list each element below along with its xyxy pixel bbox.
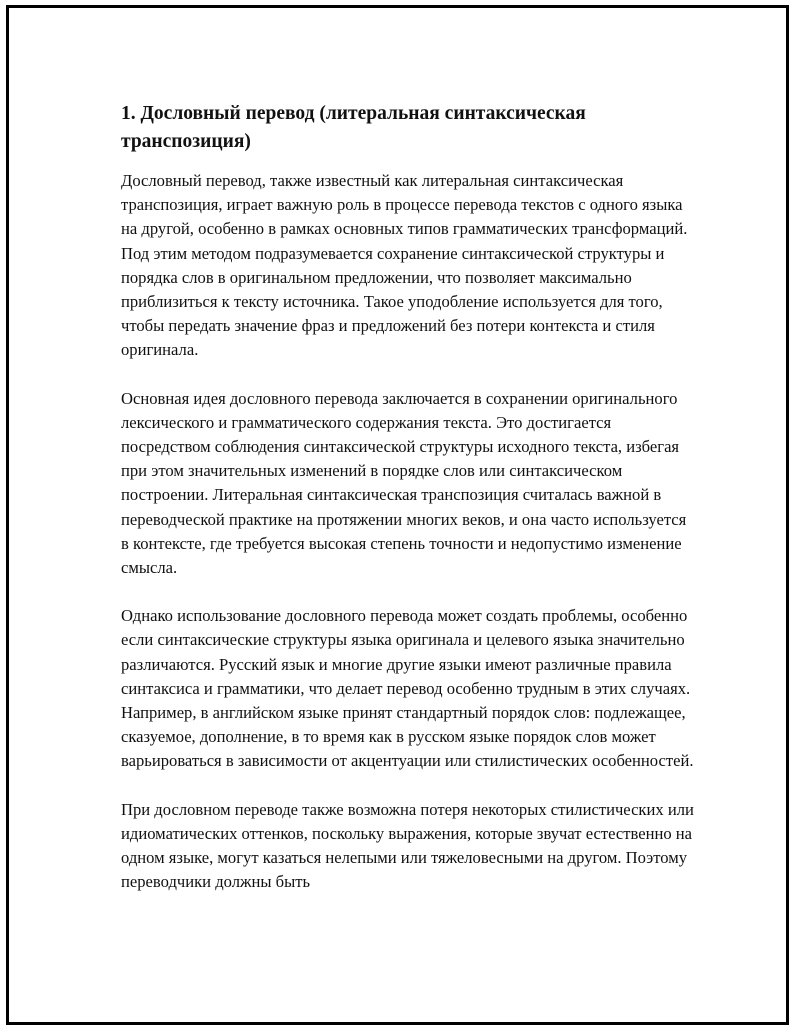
paragraph: Основная идея дословного перевода заключается в сохранении оригинального лексического и грамматического содержания текста. Это достигается посредством соблюдения синтаксической структуры исходного текста, избегая при этом значительных изменений в порядке слов или синтаксическом построении. Литеральная синтаксическая транспозиция считалась важной в переводческой практике на протяжении многих веков, и она часто используется в контексте, где требуется высокая степень точности и недопустимо изменение смысла. (121, 388, 687, 578)
paragraph: При дословном переводе также возможна потеря некоторых стилистических или идиоматических оттенков, поскольку выражения, которые звучат естественно на одном языке, могут казаться нелепыми или тяжеловесными на другом. Поэтому переводчики должны быть (121, 799, 694, 892)
paragraph: Дословный перевод, также известный как литеральная синтаксическая транспозиция, играет важную роль в процессе перевода текстов с одного языка на другой, особенно в рамках основных типов грамматических трансформаций. Под этим методом подразумевается сохранение синтаксической структуры и порядка слов в оригинальном предложении, что позволяет максимально приблизиться к тексту источника. Такое уподобление используется для того, чтобы передать значение фраз и предложений без потери контекста и стиля оригинала. (121, 171, 688, 360)
document-body (121, 100, 696, 918)
section-heading: 1. Дословный перевод (литеральная синтаксическая транспозиция) (121, 103, 586, 152)
paragraph: Однако использование дословного перевода может создать проблемы, особенно если синтаксические структуры языка оригинала и целевого языка значительно различаются. Русский язык и многие другие языки имеют различные правила синтаксиса и грамматики, что делает перевод особенно трудным в этих случаях. Например, в английском языке принят стандартный порядок слов: подлежащее, сказуемое, дополнение, в то время как в русском языке порядок слов может варьироваться в зависимости от акцентуации или стилистических особенностей. (121, 606, 694, 771)
page-frame (6, 5, 789, 1025)
